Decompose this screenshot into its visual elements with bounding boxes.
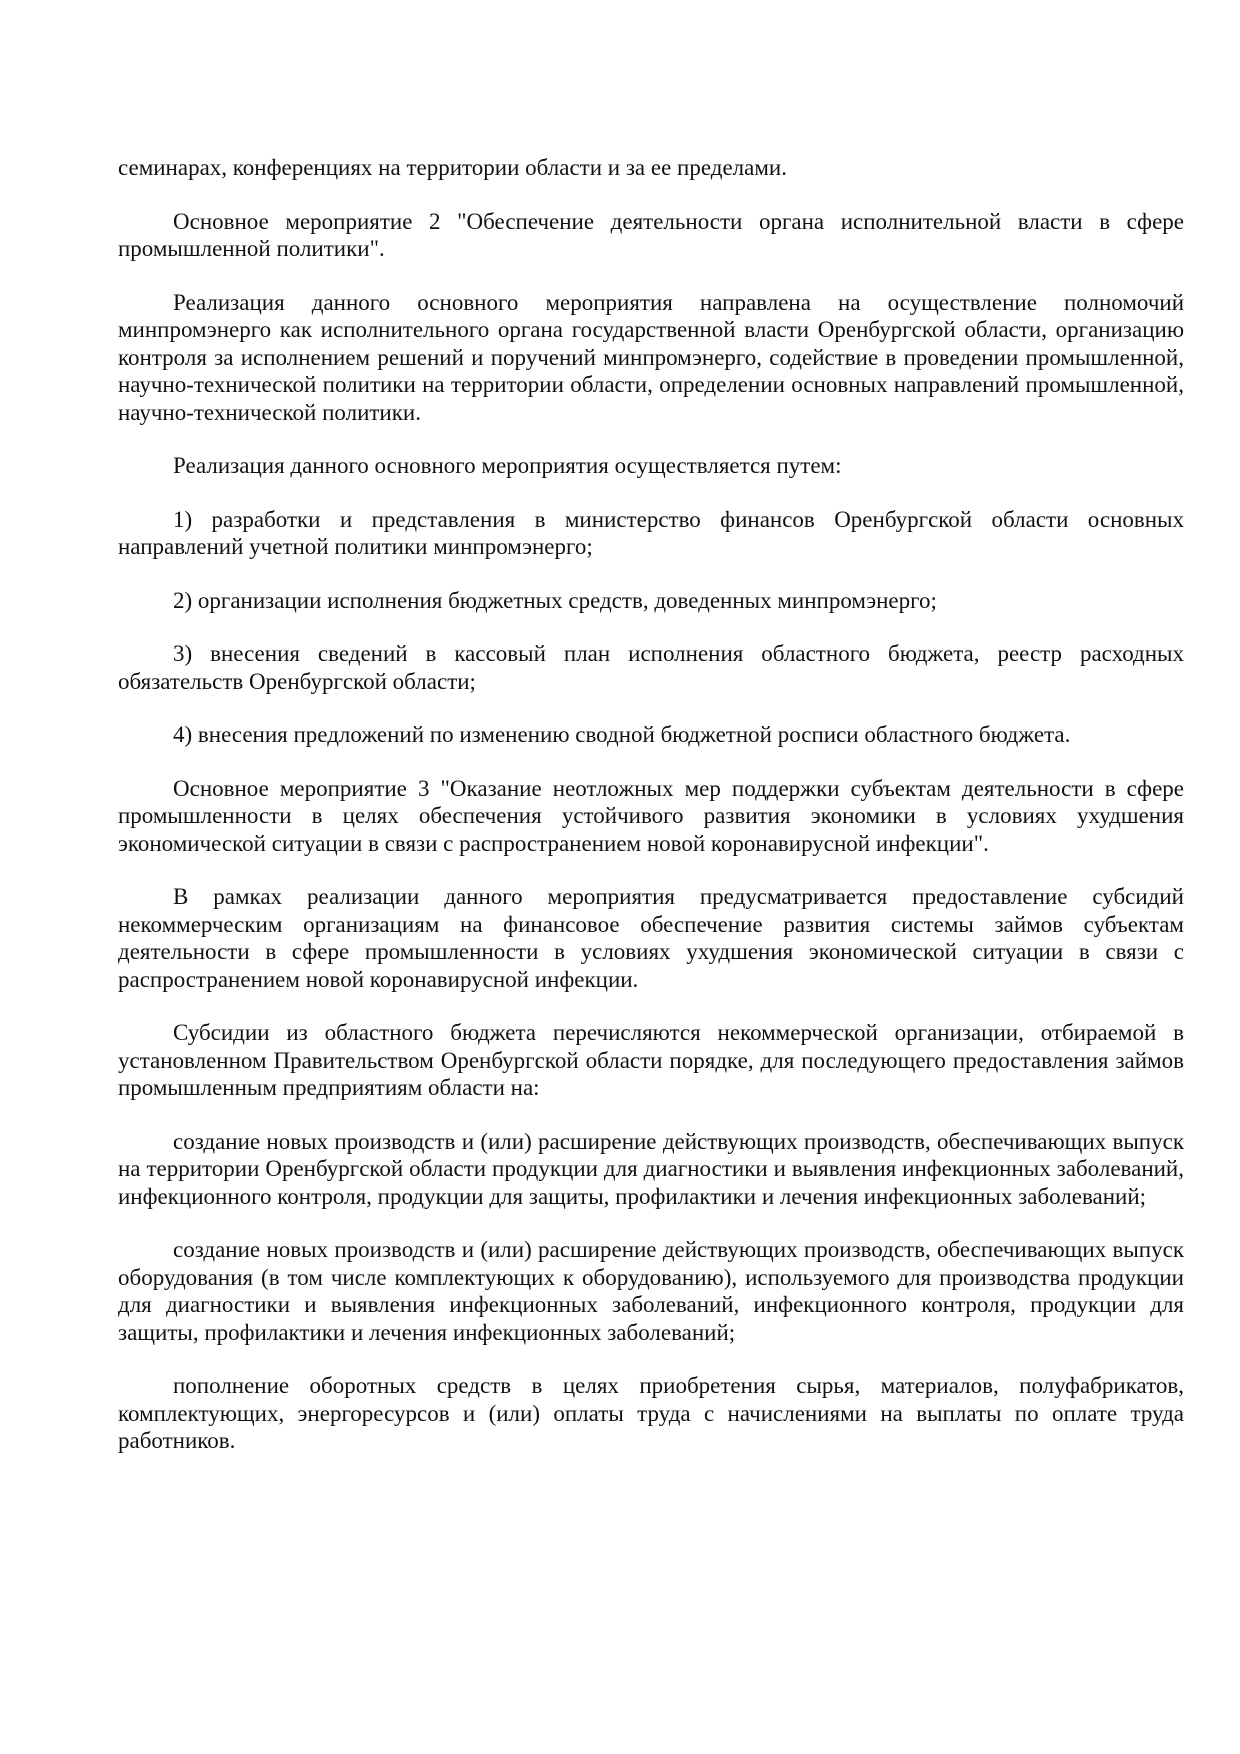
list-item: 1) разработки и представления в министерство финансов Оренбургской области основных направлений учетной политики минпромэнерго;	[118, 506, 1184, 559]
paragraph-main-activity-3: Основное мероприятие 3 "Оказание неотложных мер поддержки субъектам деятельности в сфере промышленности в целях обеспечения устойчивого развития экономики в условиях ухудшения экономической ситуации в связи с распространением новой коронавирусной инфекции".	[118, 775, 1184, 856]
list-item: 4) внесения предложений по изменению сводной бюджетной росписи областного бюджета.	[173, 722, 1071, 747]
list-item: создание новых производств и (или) расширение действующих производств, обеспечивающих выпуск на территории Оренбургской области продукции для диагностики и выявления инфекционных заболеваний, инфекционного контроля, продукции для защиты, профилактики и лечения инфекционных заболеваний;	[118, 1128, 1184, 1209]
paragraph: Реализация данного основного мероприятия направлена на осуществление полномочий минпромэнерго как исполнительного органа государственной власти Оренбургской области, организацию контроля за исполнением решений и поручений минпромэнерго, содействие в проведении промышленной, научно-технической политики на территории области, определении основных направлений промышленной, научно-технической политики.	[118, 289, 1184, 425]
list-item: 3) внесения сведений в кассовый план исполнения областного бюджета, реестр расходных обязательств Оренбургской области;	[118, 641, 1184, 694]
paragraph: Субсидии из областного бюджета перечисляются некоммерческой организации, отбираемой в установленном Правительством Оренбургской области порядке, для последующего предоставления займов промышленным предприятиям области на:	[118, 1020, 1184, 1100]
paragraph: Реализация данного основного мероприятия осуществляется путем:	[173, 453, 842, 478]
paragraph-continuation: семинарах, конференциях на территории области и за ее пределами.	[118, 155, 787, 180]
paragraph-main-activity-2: Основное мероприятие 2 "Обеспечение деятельности органа исполнительной власти в сфере промышленной политики".	[118, 208, 1184, 261]
document-page	[118, 154, 1184, 1481]
paragraph: В рамках реализации данного мероприятия предусматривается предоставление субсидий некоммерческим организациям на финансовое обеспечение развития системы займов субъектам деятельности в сфере промышленности в условиях ухудшения экономической ситуации в связи с распространением новой коронавирусной инфекции.	[118, 884, 1184, 992]
list-item: 2) организации исполнения бюджетных средств, доведенных минпромэнерго;	[173, 587, 937, 613]
list-item: пополнение оборотных средств в целях приобретения сырья, материалов, полуфабрикатов, комплектующих, энергоресурсов и (или) оплаты труда с начислениями на выплаты по оплате труда работников.	[118, 1373, 1184, 1453]
list-item: создание новых производств и (или) расширение действующих производств, обеспечивающих выпуск оборудования (в том числе комплектующих к оборудованию), используемого для производства продукции для диагностики и выявления инфекционных заболеваний, инфекционного контроля, продукции для защиты, профилактики и лечения инфекционных заболеваний;	[118, 1237, 1184, 1345]
